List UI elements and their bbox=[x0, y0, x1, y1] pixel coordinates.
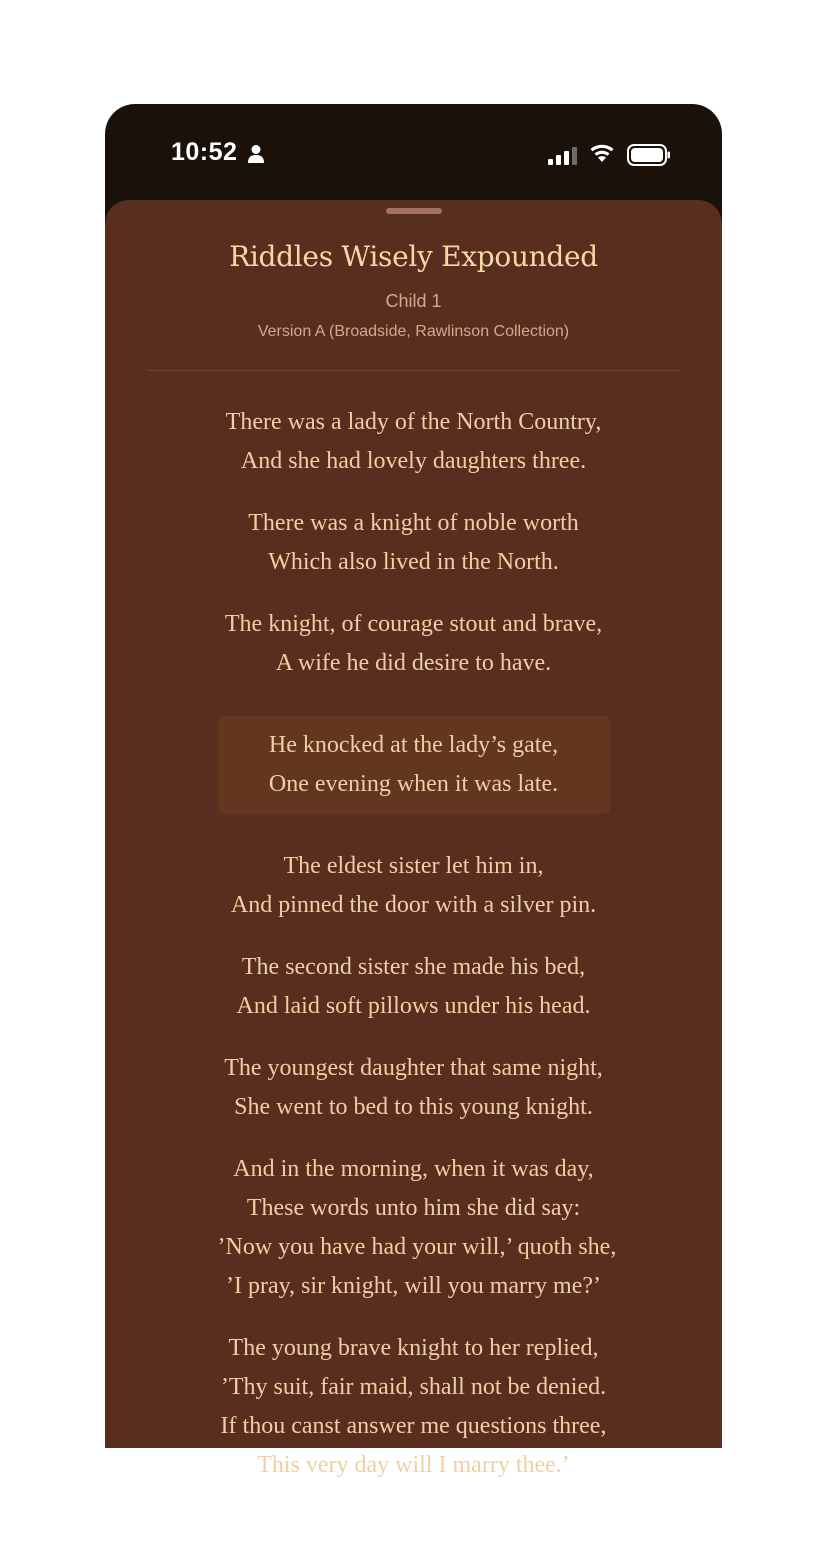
stanza[interactable] bbox=[217, 1150, 617, 1306]
phone-screen bbox=[105, 104, 722, 1478]
stanza[interactable] bbox=[218, 403, 610, 481]
verse-line: The knight, of courage stout and brave, bbox=[224, 611, 603, 637]
verse-line: She went to bed to this young knight. bbox=[234, 1094, 593, 1120]
verse-line: ’I pray, sir knight, will you marry me?’ bbox=[225, 1273, 601, 1299]
verse-line: And pinned the door with a silver pin. bbox=[230, 892, 597, 918]
verse-line: He knocked at the lady’s gate, bbox=[268, 732, 559, 758]
verse-line: The youngest daughter that same night, bbox=[224, 1055, 603, 1081]
verse-line: And she had lovely daughters three. bbox=[240, 448, 587, 474]
ballad-sheet bbox=[105, 200, 722, 1478]
verse-line: These words unto him she did say: bbox=[246, 1195, 581, 1221]
status-bar bbox=[105, 104, 722, 200]
stanza[interactable] bbox=[218, 1329, 610, 1485]
verse-line: The second sister she made his bed, bbox=[241, 954, 586, 980]
stanza[interactable] bbox=[218, 847, 610, 925]
verse-line: The eldest sister let him in, bbox=[283, 853, 544, 879]
ballad-title: Riddles Wisely Expounded bbox=[229, 240, 598, 273]
verse-line: ’Thy suit, fair maid, shall not be denied. bbox=[220, 1374, 607, 1400]
status-time: 10:52 bbox=[171, 138, 238, 166]
battery-icon bbox=[627, 144, 671, 166]
stanza[interactable] bbox=[218, 948, 610, 1026]
stanza[interactable] bbox=[218, 605, 610, 683]
header-divider bbox=[147, 370, 680, 371]
verse-line: And laid soft pillows under his head. bbox=[236, 993, 591, 1019]
verse-line: There was a knight of noble worth bbox=[248, 510, 579, 536]
child-number: Child 1 bbox=[385, 291, 442, 311]
verse-line: Which also lived in the North. bbox=[268, 549, 559, 575]
verse-line: If thou canst answer me questions three, bbox=[220, 1413, 607, 1439]
verse-line: There was a lady of the North Country, bbox=[225, 409, 602, 435]
stanza[interactable] bbox=[218, 1049, 610, 1127]
stanza-highlighted[interactable] bbox=[218, 716, 610, 814]
verse-line: The young brave knight to her replied, bbox=[228, 1335, 599, 1361]
verse-line: And in the morning, when it was day, bbox=[233, 1156, 594, 1182]
version-label: Version A (Broadside, Rawlinson Collection) bbox=[257, 323, 570, 340]
verse-line: ’Now you have had your will,’ quoth she, bbox=[217, 1234, 617, 1260]
verse-line: One evening when it was late. bbox=[268, 771, 559, 797]
wifi-icon bbox=[589, 142, 615, 164]
sheet-grabber-handle[interactable] bbox=[386, 208, 442, 214]
person-icon bbox=[247, 144, 265, 164]
verse-line: This very day will I marry thee.’ bbox=[257, 1452, 570, 1478]
ballad-text bbox=[105, 403, 722, 1508]
stanza[interactable] bbox=[218, 504, 610, 582]
verse-line: A wife he did desire to have. bbox=[275, 650, 552, 676]
signal-icon bbox=[548, 146, 578, 166]
